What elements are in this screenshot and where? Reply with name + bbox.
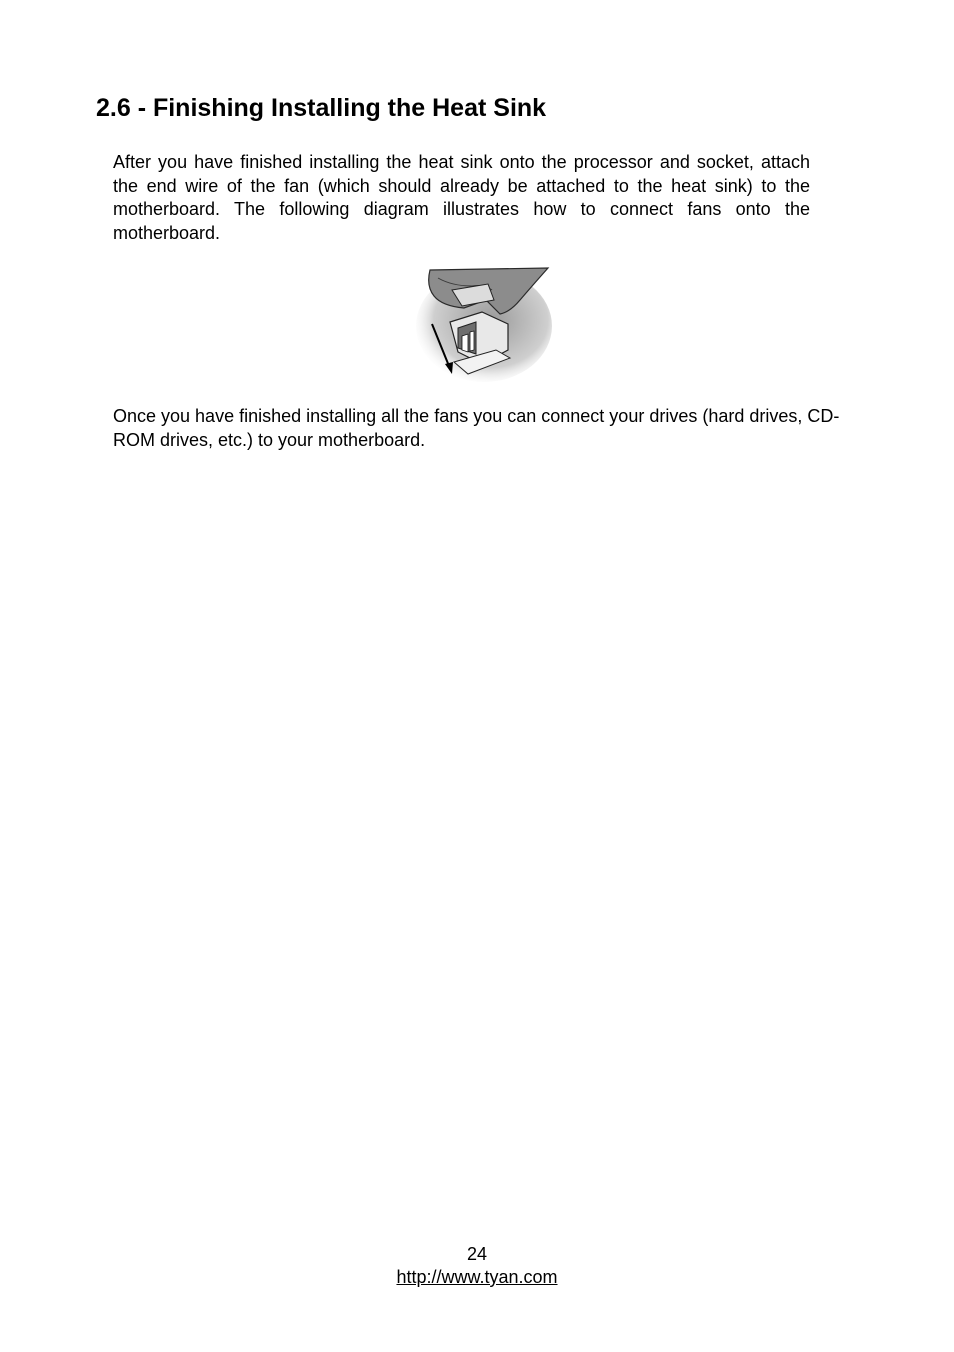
outro-paragraph: Once you have finished installing all the fans you can connect your drives (hard drives, CD-ROM drives, etc.) to your motherboard. bbox=[113, 406, 840, 450]
page-title: 2.6 - Finishing Installing the Heat Sink bbox=[96, 94, 547, 122]
page-number: 24 bbox=[466, 1244, 488, 1264]
footer-url bbox=[0, 1266, 954, 1288]
intro-paragraph: After you have finished installing the heat sink onto the processor and socket, attach the end wire of the fan (which should already be attached to the heat sink) to the motherboard. The following diagram illustrates how to connect fans onto the motherboard. bbox=[113, 152, 810, 243]
website-link[interactable]: http://www.tyan.com bbox=[396, 1267, 558, 1287]
fan-connector-illustration bbox=[412, 266, 552, 384]
fan-connector-drawing bbox=[412, 266, 552, 384]
